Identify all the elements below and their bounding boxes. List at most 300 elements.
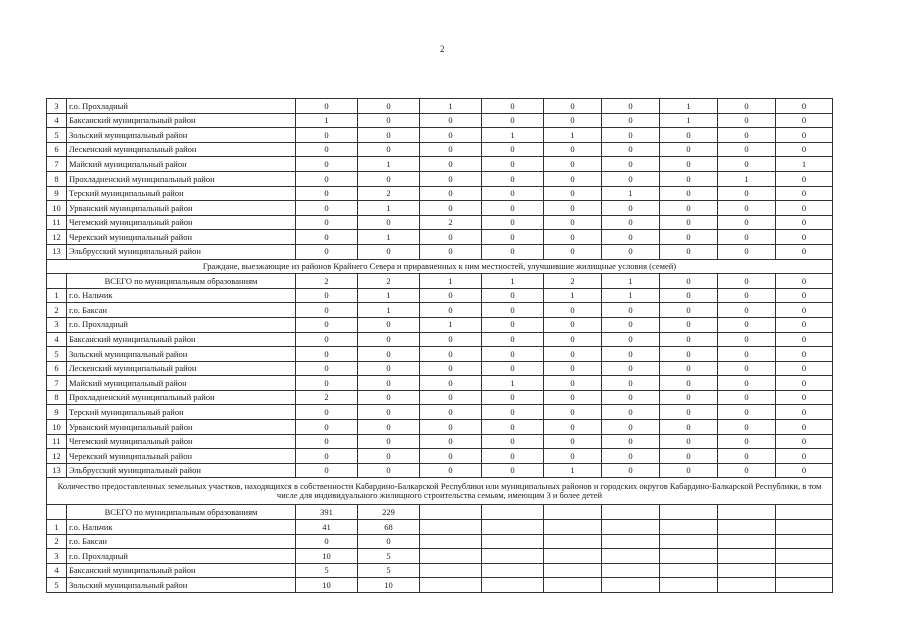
value-cell: 0 — [718, 463, 776, 478]
row-number: 3 — [47, 317, 67, 332]
municipality-name: г.о. Прохладный — [67, 549, 296, 564]
value-cell: 0 — [602, 113, 660, 128]
value-cell: 0 — [296, 317, 358, 332]
table-row — [47, 157, 833, 172]
value-cell — [544, 563, 602, 578]
value-cell: 0 — [482, 317, 544, 332]
value-cell: 0 — [660, 332, 718, 347]
value-cell: 0 — [660, 157, 718, 172]
value-cell — [776, 534, 833, 549]
total-value: 1 — [420, 274, 482, 289]
value-cell: 0 — [482, 201, 544, 216]
value-cell: 0 — [296, 376, 358, 391]
row-number: 9 — [47, 405, 67, 420]
value-cell: 0 — [544, 317, 602, 332]
value-cell — [602, 534, 660, 549]
value-cell: 0 — [420, 113, 482, 128]
value-cell: 0 — [660, 390, 718, 405]
value-cell: 0 — [420, 347, 482, 362]
value-cell: 0 — [482, 186, 544, 201]
value-cell: 5 — [358, 563, 420, 578]
value-cell: 0 — [420, 142, 482, 157]
row-number: 11 — [47, 215, 67, 230]
table-row — [47, 201, 833, 216]
value-cell: 1 — [358, 201, 420, 216]
value-cell: 2 — [420, 215, 482, 230]
value-cell — [544, 534, 602, 549]
value-cell: 0 — [544, 215, 602, 230]
table-row — [47, 303, 833, 318]
value-cell: 0 — [718, 347, 776, 362]
value-cell: 0 — [660, 244, 718, 259]
table-row — [47, 215, 833, 230]
value-cell: 2 — [358, 186, 420, 201]
total-value — [420, 505, 482, 520]
value-cell: 0 — [544, 434, 602, 449]
value-cell — [776, 578, 833, 593]
table-row — [47, 563, 833, 578]
value-cell: 0 — [296, 463, 358, 478]
total-row — [47, 274, 833, 289]
municipality-name: Терский муниципальный район — [67, 186, 296, 201]
municipality-name: Прохладненский муниципальный район — [67, 171, 296, 186]
value-cell: 0 — [718, 405, 776, 420]
value-cell: 0 — [776, 347, 833, 362]
value-cell: 0 — [660, 449, 718, 464]
value-cell: 0 — [660, 463, 718, 478]
value-cell: 0 — [776, 215, 833, 230]
value-cell: 1 — [358, 288, 420, 303]
value-cell: 0 — [776, 405, 833, 420]
value-cell: 0 — [602, 142, 660, 157]
value-cell: 0 — [482, 215, 544, 230]
value-cell: 0 — [776, 376, 833, 391]
value-cell: 0 — [296, 434, 358, 449]
row-number: 8 — [47, 390, 67, 405]
total-value: 1 — [602, 274, 660, 289]
table-row — [47, 534, 833, 549]
value-cell: 0 — [544, 420, 602, 435]
total-value: 0 — [718, 274, 776, 289]
municipality-name: Майский муниципальный район — [67, 157, 296, 172]
value-cell: 0 — [718, 420, 776, 435]
value-cell: 0 — [420, 157, 482, 172]
value-cell: 2 — [296, 390, 358, 405]
municipality-name: г.о. Нальчик — [67, 520, 296, 535]
table-row — [47, 171, 833, 186]
municipality-name: г.о. Прохладный — [67, 317, 296, 332]
value-cell: 0 — [776, 317, 833, 332]
value-cell: 0 — [776, 361, 833, 376]
value-cell: 0 — [718, 449, 776, 464]
value-cell: 0 — [776, 201, 833, 216]
total-value: 2 — [296, 274, 358, 289]
total-value: 391 — [296, 505, 358, 520]
value-cell: 0 — [602, 157, 660, 172]
value-cell: 0 — [776, 420, 833, 435]
value-cell — [544, 520, 602, 535]
value-cell: 0 — [358, 317, 420, 332]
value-cell: 0 — [296, 449, 358, 464]
value-cell — [660, 534, 718, 549]
value-cell — [776, 563, 833, 578]
value-cell: 0 — [482, 347, 544, 362]
value-cell: 0 — [602, 376, 660, 391]
total-value: 2 — [544, 274, 602, 289]
value-cell: 0 — [776, 332, 833, 347]
value-cell: 1 — [358, 157, 420, 172]
section-heading: Граждане, выезжающие из районов Крайнего Севера и приравненных к ним местностей, улучшившие жилищные условия (семей) — [47, 259, 833, 274]
row-number: 4 — [47, 113, 67, 128]
table-row — [47, 405, 833, 420]
value-cell: 0 — [718, 113, 776, 128]
value-cell: 0 — [358, 390, 420, 405]
table-row — [47, 578, 833, 593]
value-cell — [602, 578, 660, 593]
value-cell: 0 — [602, 171, 660, 186]
value-cell: 0 — [718, 434, 776, 449]
value-cell: 0 — [602, 361, 660, 376]
total-label: ВСЕГО по муниципальным образованиям — [67, 274, 296, 289]
value-cell: 0 — [296, 303, 358, 318]
value-cell: 0 — [602, 390, 660, 405]
value-cell: 0 — [718, 142, 776, 157]
total-value: 0 — [776, 274, 833, 289]
value-cell — [718, 520, 776, 535]
value-cell: 1 — [296, 113, 358, 128]
value-cell: 0 — [482, 449, 544, 464]
value-cell: 5 — [358, 549, 420, 564]
value-cell: 0 — [544, 171, 602, 186]
value-cell: 0 — [776, 463, 833, 478]
value-cell: 1 — [482, 376, 544, 391]
value-cell — [718, 534, 776, 549]
value-cell: 0 — [718, 128, 776, 143]
value-cell: 0 — [602, 230, 660, 245]
value-cell: 1 — [544, 128, 602, 143]
value-cell: 0 — [718, 244, 776, 259]
value-cell: 0 — [660, 434, 718, 449]
value-cell: 0 — [544, 376, 602, 391]
value-cell: 0 — [420, 332, 482, 347]
value-cell: 0 — [420, 171, 482, 186]
value-cell: 0 — [602, 405, 660, 420]
total-value: 229 — [358, 505, 420, 520]
value-cell: 0 — [776, 244, 833, 259]
value-cell: 1 — [420, 317, 482, 332]
municipality-name: Зольский муниципальный район — [67, 347, 296, 362]
value-cell: 0 — [544, 157, 602, 172]
value-cell: 0 — [482, 288, 544, 303]
value-cell — [718, 578, 776, 593]
value-cell: 0 — [718, 390, 776, 405]
row-number: 9 — [47, 186, 67, 201]
value-cell — [482, 578, 544, 593]
value-cell: 1 — [358, 230, 420, 245]
row-number: 4 — [47, 332, 67, 347]
row-number: 11 — [47, 434, 67, 449]
total-row — [47, 505, 833, 520]
value-cell: 0 — [482, 142, 544, 157]
row-number: 3 — [47, 549, 67, 564]
table-row — [47, 361, 833, 376]
value-cell: 0 — [296, 332, 358, 347]
value-cell: 0 — [776, 171, 833, 186]
table-row — [47, 390, 833, 405]
value-cell — [718, 563, 776, 578]
value-cell: 1 — [544, 463, 602, 478]
value-cell: 0 — [718, 186, 776, 201]
value-cell: 0 — [358, 99, 420, 114]
value-cell: 0 — [358, 347, 420, 362]
value-cell — [602, 563, 660, 578]
value-cell — [420, 563, 482, 578]
municipality-name: Эльбрусский муниципальный район — [67, 244, 296, 259]
value-cell: 0 — [296, 157, 358, 172]
value-cell: 0 — [602, 347, 660, 362]
value-cell: 0 — [718, 376, 776, 391]
value-cell: 0 — [420, 303, 482, 318]
value-cell — [482, 520, 544, 535]
municipality-name: Урванский муниципальный район — [67, 420, 296, 435]
value-cell: 0 — [358, 332, 420, 347]
value-cell: 0 — [482, 361, 544, 376]
value-cell — [660, 520, 718, 535]
value-cell: 0 — [776, 99, 833, 114]
value-cell: 0 — [718, 99, 776, 114]
municipality-name: Лескенский муниципальный район — [67, 142, 296, 157]
value-cell: 0 — [544, 390, 602, 405]
value-cell: 1 — [482, 128, 544, 143]
value-cell: 0 — [776, 186, 833, 201]
row-number: 2 — [47, 534, 67, 549]
value-cell: 0 — [296, 171, 358, 186]
value-cell: 0 — [420, 434, 482, 449]
municipality-name: г.о. Баксан — [67, 534, 296, 549]
value-cell: 1 — [358, 303, 420, 318]
value-cell: 0 — [602, 420, 660, 435]
value-cell: 0 — [660, 288, 718, 303]
total-label: ВСЕГО по муниципальным образованиям — [67, 505, 296, 520]
value-cell — [660, 563, 718, 578]
value-cell: 1 — [544, 288, 602, 303]
value-cell — [420, 578, 482, 593]
row-number: 13 — [47, 463, 67, 478]
table-row — [47, 434, 833, 449]
municipality-name: Урванский муниципальный район — [67, 201, 296, 216]
value-cell: 1 — [718, 171, 776, 186]
value-cell: 0 — [482, 99, 544, 114]
value-cell: 0 — [482, 390, 544, 405]
row-number: 7 — [47, 157, 67, 172]
value-cell: 0 — [482, 171, 544, 186]
municipality-name: Чегемский муниципальный район — [67, 215, 296, 230]
total-value — [776, 505, 833, 520]
value-cell: 0 — [660, 215, 718, 230]
value-cell: 0 — [420, 405, 482, 420]
row-number: 8 — [47, 171, 67, 186]
value-cell: 0 — [544, 449, 602, 464]
value-cell: 0 — [718, 157, 776, 172]
row-number: 6 — [47, 142, 67, 157]
value-cell: 0 — [358, 171, 420, 186]
value-cell: 0 — [482, 420, 544, 435]
value-cell — [420, 520, 482, 535]
table-row — [47, 142, 833, 157]
value-cell: 0 — [358, 361, 420, 376]
value-cell: 0 — [660, 128, 718, 143]
value-cell: 0 — [660, 405, 718, 420]
value-cell: 0 — [544, 244, 602, 259]
value-cell: 0 — [296, 361, 358, 376]
total-value: 0 — [660, 274, 718, 289]
value-cell: 0 — [602, 201, 660, 216]
municipality-name: Зольский муниципальный район — [67, 578, 296, 593]
total-value — [718, 505, 776, 520]
row-number: 12 — [47, 230, 67, 245]
row-number: 3 — [47, 99, 67, 114]
total-value — [602, 505, 660, 520]
value-cell: 0 — [776, 449, 833, 464]
value-cell: 0 — [296, 244, 358, 259]
row-number — [47, 505, 67, 520]
value-cell: 0 — [544, 113, 602, 128]
value-cell: 0 — [602, 128, 660, 143]
value-cell: 68 — [358, 520, 420, 535]
value-cell: 0 — [482, 244, 544, 259]
row-number: 5 — [47, 128, 67, 143]
municipality-name: Майский муниципальный район — [67, 376, 296, 391]
total-value — [544, 505, 602, 520]
value-cell: 0 — [420, 288, 482, 303]
municipality-name: Баксанский муниципальный район — [67, 113, 296, 128]
row-number: 4 — [47, 563, 67, 578]
value-cell: 0 — [544, 201, 602, 216]
value-cell: 0 — [420, 449, 482, 464]
value-cell: 0 — [296, 288, 358, 303]
value-cell: 0 — [776, 288, 833, 303]
statistics-table — [46, 98, 833, 593]
value-cell: 0 — [602, 332, 660, 347]
value-cell: 0 — [602, 434, 660, 449]
value-cell: 0 — [718, 215, 776, 230]
value-cell: 0 — [358, 142, 420, 157]
section-heading-row — [47, 259, 833, 274]
value-cell: 0 — [718, 230, 776, 245]
value-cell: 0 — [482, 463, 544, 478]
value-cell — [482, 549, 544, 564]
municipality-name: Баксанский муниципальный район — [67, 563, 296, 578]
value-cell: 0 — [660, 317, 718, 332]
value-cell: 0 — [358, 244, 420, 259]
value-cell: 0 — [544, 230, 602, 245]
value-cell: 0 — [660, 361, 718, 376]
value-cell: 0 — [296, 230, 358, 245]
value-cell: 0 — [718, 201, 776, 216]
page-number: 2 — [440, 44, 445, 54]
value-cell: 0 — [776, 390, 833, 405]
value-cell: 1 — [776, 157, 833, 172]
value-cell: 1 — [660, 113, 718, 128]
value-cell: 0 — [776, 142, 833, 157]
value-cell: 0 — [296, 128, 358, 143]
value-cell — [420, 534, 482, 549]
value-cell: 0 — [776, 128, 833, 143]
value-cell: 1 — [602, 186, 660, 201]
row-number: 12 — [47, 449, 67, 464]
table-row — [47, 347, 833, 362]
value-cell — [602, 549, 660, 564]
value-cell: 0 — [544, 186, 602, 201]
municipality-name: Эльбрусский муниципальный район — [67, 463, 296, 478]
value-cell: 0 — [660, 376, 718, 391]
municipality-name: г.о. Прохладный — [67, 99, 296, 114]
value-cell: 0 — [296, 99, 358, 114]
value-cell: 0 — [296, 142, 358, 157]
value-cell: 0 — [776, 230, 833, 245]
value-cell: 0 — [544, 347, 602, 362]
table-row — [47, 549, 833, 564]
value-cell: 0 — [660, 201, 718, 216]
value-cell: 0 — [544, 405, 602, 420]
municipality-name: Лескенский муниципальный район — [67, 361, 296, 376]
value-cell: 0 — [358, 405, 420, 420]
row-number: 1 — [47, 520, 67, 535]
value-cell: 5 — [296, 563, 358, 578]
table-row — [47, 186, 833, 201]
row-number: 10 — [47, 201, 67, 216]
value-cell — [660, 578, 718, 593]
table-row — [47, 244, 833, 259]
municipality-name: Черекский муниципальный район — [67, 449, 296, 464]
section-heading-row — [47, 478, 833, 505]
value-cell: 0 — [776, 113, 833, 128]
municipality-name: г.о. Нальчик — [67, 288, 296, 303]
value-cell — [602, 520, 660, 535]
table-row — [47, 420, 833, 435]
value-cell: 0 — [296, 534, 358, 549]
value-cell: 0 — [482, 157, 544, 172]
value-cell: 0 — [718, 332, 776, 347]
value-cell: 0 — [544, 142, 602, 157]
value-cell — [660, 549, 718, 564]
value-cell: 0 — [602, 449, 660, 464]
row-number: 2 — [47, 303, 67, 318]
value-cell: 0 — [482, 332, 544, 347]
value-cell: 0 — [482, 230, 544, 245]
total-value — [660, 505, 718, 520]
value-cell: 0 — [420, 128, 482, 143]
value-cell: 0 — [602, 99, 660, 114]
value-cell: 0 — [660, 171, 718, 186]
municipality-name: Зольский муниципальный район — [67, 128, 296, 143]
value-cell: 0 — [358, 449, 420, 464]
row-number: 1 — [47, 288, 67, 303]
table-row — [47, 230, 833, 245]
value-cell: 0 — [358, 215, 420, 230]
row-number: 5 — [47, 578, 67, 593]
table-row — [47, 463, 833, 478]
value-cell — [420, 549, 482, 564]
table-row — [47, 317, 833, 332]
section-heading: Количество предоставленных земельных участков, находящихся в собственности Кабардино-Балкарской Республики или муниципальных районов и городских округов Кабардино-Балкарской Республики, в том числе для индивидуального жилищного строительства семьям, имеющим 3 и более детей — [47, 478, 833, 505]
value-cell: 0 — [420, 376, 482, 391]
value-cell — [544, 578, 602, 593]
row-number: 10 — [47, 420, 67, 435]
value-cell: 0 — [296, 420, 358, 435]
value-cell: 0 — [544, 303, 602, 318]
value-cell: 0 — [358, 534, 420, 549]
